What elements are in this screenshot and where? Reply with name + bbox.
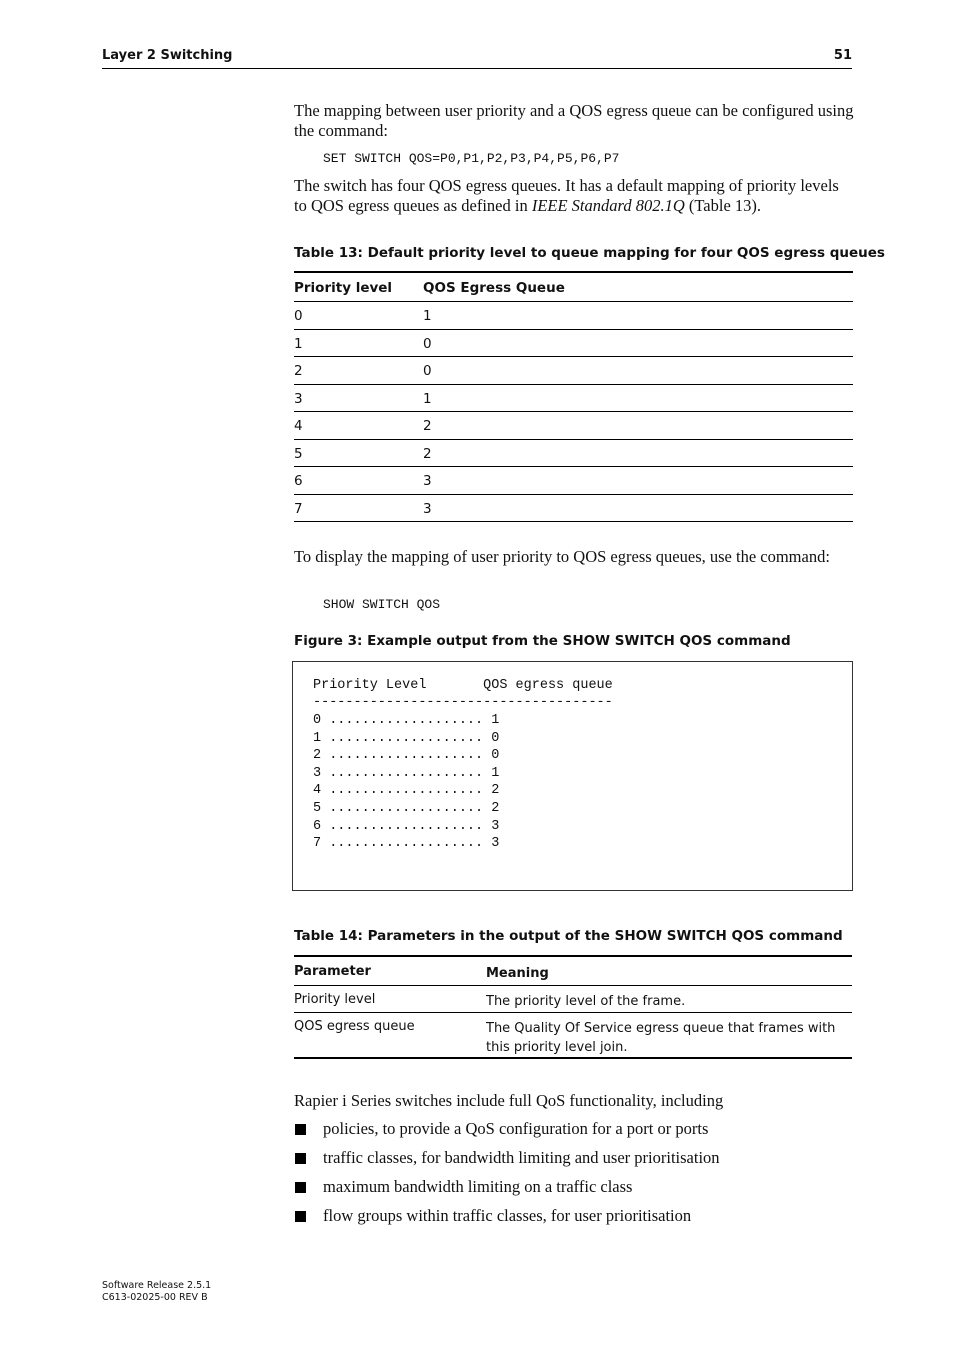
list-item (294, 1148, 854, 1170)
page-header (102, 48, 852, 69)
set-switch-qos-command: SET SWITCH QOS=P0,P1,P2,P3,P4,P5,P6,P7 (323, 151, 620, 166)
output-line: 1 ................... 0 (313, 731, 500, 746)
output-separator-line: ------------------------------------- (313, 695, 613, 710)
list-item (294, 1119, 854, 1141)
square-bullet-icon (295, 1211, 306, 1222)
priority-cell: 3 (294, 390, 303, 407)
output-header-line: Priority Level QOS egress queue (313, 678, 613, 693)
queue-cell: 2 (423, 418, 432, 434)
output-line: 5 ................... 2 (313, 801, 500, 816)
table14-caption: Table 14: Parameters in the output of the SHOW SWITCH QOS command (294, 928, 843, 944)
list-item-text: traffic classes, for bandwidth limiting and user prioritisation (323, 1148, 720, 1167)
queue-cell: 2 (423, 445, 432, 462)
output-line: 6 ................... 3 (313, 819, 500, 834)
example-output-box (292, 661, 853, 891)
square-bullet-icon (295, 1182, 306, 1193)
output-line: 0 ................... 1 (313, 713, 500, 728)
column-header-parameter: Parameter (294, 964, 371, 979)
queue-cell: 3 (423, 500, 432, 517)
square-bullet-icon (295, 1124, 306, 1135)
table-row (294, 986, 852, 1013)
figure3-caption: Figure 3: Example output from the SHOW SWITCH QOS command (294, 633, 791, 649)
list-item-text: maximum bandwidth limiting on a traffic class (323, 1177, 633, 1196)
queue-cell: 0 (423, 363, 432, 379)
intro-paragraph-2-text: The switch has four QOS egress queues. It has a default mapping of priority levels to QOS egress queues as defined in (294, 176, 839, 215)
software-release: Software Release 2.5.1 (102, 1280, 212, 1291)
table-row (294, 357, 853, 385)
queue-cell: 3 (423, 473, 432, 489)
list-item (294, 1206, 854, 1228)
parameter-cell: QOS egress queue (294, 1019, 415, 1034)
table13-caption: Table 13: Default priority level to queue mapping for four QOS egress queues (294, 245, 885, 261)
table-row (294, 302, 853, 330)
column-header-meaning: Meaning (486, 966, 549, 981)
display-paragraph: To display the mapping of user priority to QOS egress queues, use the command: (294, 547, 830, 566)
intro-paragraph-2-end: (Table 13). (684, 196, 762, 215)
show-switch-qos-command: SHOW SWITCH QOS (323, 597, 441, 612)
ieee-standard-reference: IEEE Standard 802.1Q (531, 196, 685, 215)
section-title: Layer 2 Switching (102, 48, 233, 63)
table-row (294, 330, 853, 358)
list-item-text: policies, to provide a QoS configuration for a port or ports (323, 1119, 709, 1138)
table-row (294, 385, 853, 413)
list-item (294, 1177, 854, 1199)
parameters-table (294, 955, 852, 1059)
meaning-cell: The Quality Of Service egress queue that frames with this priority level join. (486, 1021, 836, 1055)
rapier-intro-paragraph: Rapier i Series switches include full QoS functionality, including (294, 1091, 724, 1110)
queue-cell: 1 (423, 390, 432, 407)
priority-cell: 0 (294, 308, 303, 324)
column-header-qos-egress-queue: QOS Egress Queue (423, 280, 565, 296)
output-line: 2 ................... 0 (313, 748, 500, 763)
table-row (294, 412, 853, 440)
priority-queue-table (294, 271, 853, 522)
page-number: 51 (833, 48, 852, 63)
parameter-cell: Priority level (294, 992, 376, 1007)
column-header-priority-level: Priority level (294, 280, 393, 296)
list-item-text: flow groups within traffic classes, for user prioritisation (323, 1206, 692, 1225)
priority-cell: 5 (294, 445, 303, 462)
queue-cell: 1 (423, 308, 432, 324)
table-row (294, 495, 853, 523)
output-line: 4 ................... 2 (313, 783, 500, 798)
table-header-row (294, 957, 852, 986)
document-id: C613-02025-00 REV B (102, 1292, 208, 1303)
priority-cell: 2 (294, 363, 303, 379)
output-line: 7 ................... 3 (313, 836, 500, 851)
square-bullet-icon (295, 1153, 306, 1164)
intro-paragraph-2 (294, 176, 854, 216)
intro-paragraph-1: The mapping between user priority and a QOS egress queue can be configured using the command: (294, 101, 854, 140)
table-row (294, 440, 853, 468)
priority-cell: 7 (294, 500, 303, 517)
table-header-row (294, 273, 853, 302)
priority-cell: 6 (294, 473, 303, 489)
table-row (294, 467, 853, 495)
priority-cell: 4 (294, 418, 303, 434)
table-row (294, 1013, 852, 1057)
output-line: 3 ................... 1 (313, 766, 500, 781)
queue-cell: 0 (423, 335, 432, 352)
priority-cell: 1 (294, 335, 303, 352)
page-footer (102, 1280, 211, 1304)
meaning-cell: The priority level of the frame. (486, 994, 686, 1009)
